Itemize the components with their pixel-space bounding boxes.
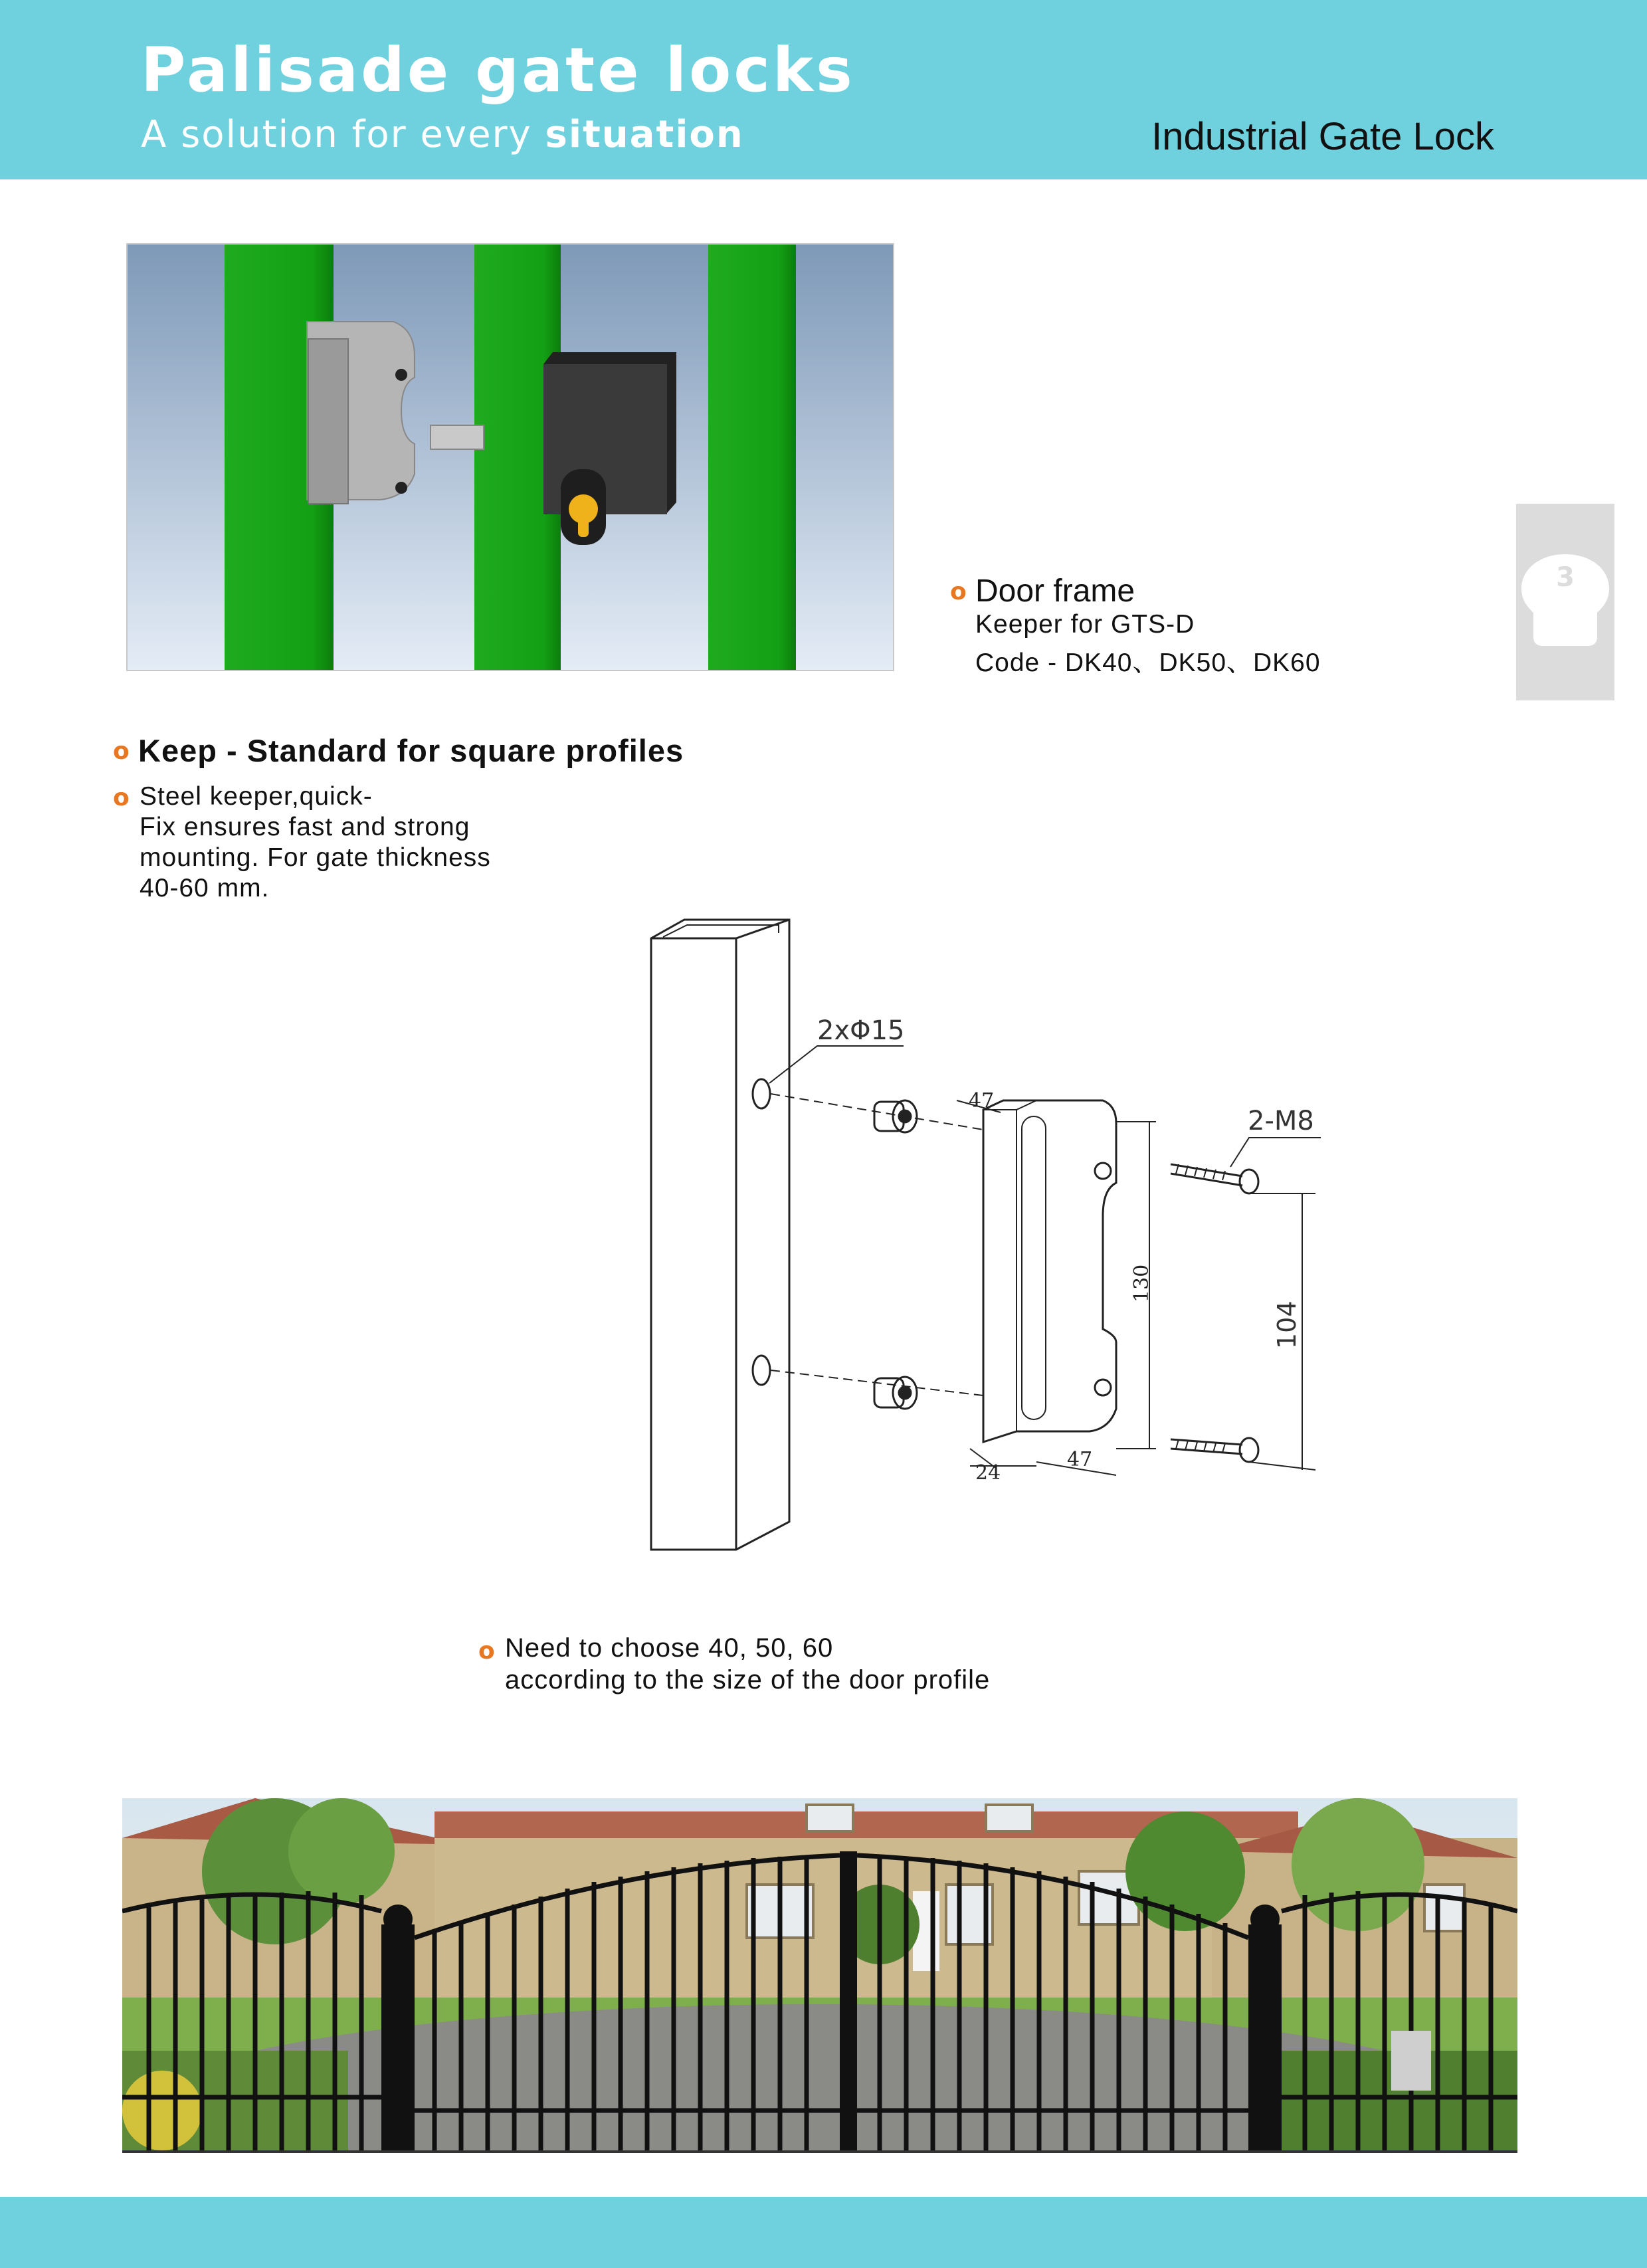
- page-title: Palisade gate locks: [141, 35, 855, 106]
- post-hole-top: [753, 1079, 770, 1108]
- keep-description: [140, 781, 491, 904]
- keep-line: mounting. For gate thickness: [140, 843, 491, 872]
- lock-bolt: [431, 425, 484, 449]
- bolt-top: [1171, 1164, 1258, 1193]
- keep-line: Fix ensures fast and strong: [140, 813, 470, 841]
- technical-drawing: [625, 904, 1342, 1555]
- bolt-bottom: [1171, 1438, 1258, 1462]
- green-post-right: [708, 245, 796, 670]
- bullet-icon: o: [113, 738, 130, 765]
- door-frame-code: Code - DK40、DK50、DK60: [975, 649, 1321, 677]
- subtitle-text: A solution for every: [141, 113, 545, 156]
- category-label: Industrial Gate Lock: [1151, 115, 1494, 158]
- lock-cylinder-icon: [1516, 504, 1614, 700]
- bullet-icon: o: [113, 784, 130, 811]
- dim-depth: 24: [975, 1461, 1001, 1485]
- square-post: [651, 920, 789, 1550]
- lock-render-illustration: [128, 245, 893, 670]
- door-frame-heading: Door frame: [975, 573, 1135, 609]
- dim-height: 130: [1130, 1264, 1153, 1302]
- door-frame-keeper: Keeper for GTS-D: [975, 610, 1195, 639]
- section-tab: [1516, 504, 1614, 700]
- post-hole-bottom: [753, 1356, 770, 1385]
- rivet-nut-bottom: [874, 1377, 917, 1409]
- dim-top-width: 47: [969, 1089, 995, 1112]
- dim-bottom-width: 47: [1067, 1448, 1093, 1471]
- keeper-exploded-diagram: [625, 904, 1342, 1555]
- header-banner: [0, 0, 1647, 179]
- subtitle-emphasis: situation: [545, 113, 744, 156]
- note-line-2: according to the size of the door profile: [505, 1665, 991, 1695]
- product-render-image: [126, 243, 894, 671]
- bullet-icon: o: [478, 1637, 495, 1665]
- keeper-face: [308, 339, 348, 504]
- gate-photo: [122, 1798, 1517, 2153]
- keep-heading: Keep - Standard for square profiles: [138, 733, 684, 768]
- dim-spacing: 104: [1272, 1300, 1302, 1349]
- holes-label: 2xΦ15: [817, 1015, 905, 1046]
- bolt-label: 2-M8: [1248, 1106, 1314, 1136]
- footer-banner: [0, 2197, 1647, 2268]
- note-line-1: Need to choose 40, 50, 60: [505, 1633, 834, 1663]
- residential-gate-scene: [122, 1798, 1517, 2153]
- rivet-nut-top: [874, 1100, 917, 1132]
- keep-line: Steel keeper,quick-: [140, 782, 373, 811]
- section-number: 3: [1556, 562, 1575, 593]
- keep-line: 40-60 mm.: [140, 874, 270, 902]
- page-subtitle: [141, 113, 744, 156]
- bullet-icon: o: [950, 578, 967, 605]
